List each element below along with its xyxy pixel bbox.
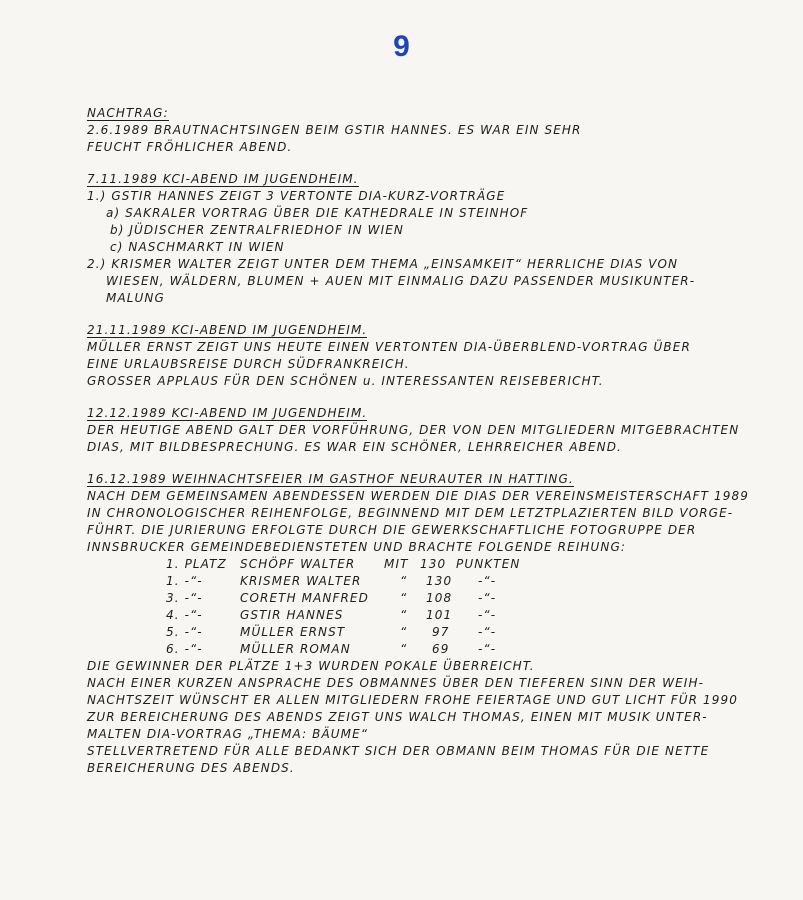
entry-3-line: DIAS, MIT BILDBESPRECHUNG. ES WAR EIN SCHÖNER, LEHRREICHER ABEND. <box>87 440 622 454</box>
entry-4-line: DIE GEWINNER DER PLÄTZE 1+3 WURDEN POKALE ÜBERREICHT. <box>87 659 535 673</box>
rank-name: MÜLLER ROMAN <box>240 642 351 656</box>
rank-mit: MIT <box>384 557 409 571</box>
entry-1-line: MALUNG <box>106 291 165 305</box>
rank-points: 69 <box>432 642 450 656</box>
rank-mit: “ <box>400 625 408 639</box>
entry-1-line: 2.) KRISMER WALTER ZEIGT UNTER DEM THEMA „EINSAMKEIT“ HERRLICHE DIAS VON <box>87 257 679 271</box>
entry-2-line: EINE URLAUBSREISE DURCH SÜDFRANKREICH. <box>87 357 410 371</box>
entry-1-line: WIESEN, WÄLDERN, BLUMEN + AUEN MIT EINMALIG DAZU PASSENDER MUSIKUNTER- <box>106 274 696 288</box>
entry-2-line: GROSSER APPLAUS FÜR DEN SCHÖNEN u. INTERESSANTEN REISEBERICHT. <box>87 374 604 388</box>
rank-unit: -“- <box>478 574 497 588</box>
entry-1-line: a) SAKRALER VORTRAG ÜBER DIE KATHEDRALE IN STEINHOF <box>106 206 529 220</box>
rank-name: SCHÖPF WALTER <box>240 557 356 571</box>
entry-4-line: STELLVERTRETEND FÜR ALLE BEDANKT SICH DER OBMANN BEIM THOMAS FÜR DIE NETTE <box>87 744 710 758</box>
nachtrag-line: 2.6.1989 BRAUTNACHTSINGEN BEIM GSTIR HANNES. ES WAR EIN SEHR <box>87 123 582 137</box>
page-number: 9 <box>393 30 410 63</box>
entry-1-heading: 7.11.1989 KCI-ABEND IM JUGENDHEIM. <box>87 172 359 186</box>
entry-4-line: MALTEN DIA-VORTRAG „THEMA: BÄUME“ <box>87 727 369 741</box>
rank-name: GSTIR HANNES <box>240 608 344 622</box>
entry-4-line: BEREICHERUNG DES ABENDS. <box>87 761 295 775</box>
rank-unit: -“- <box>478 625 497 639</box>
rank-unit: -“- <box>478 608 497 622</box>
rank-unit: -“- <box>478 642 497 656</box>
entry-4-heading: 16.12.1989 WEIHNACHTSFEIER IM GASTHOF NEURAUTER IN HATTING. <box>87 472 574 486</box>
entry-4-line: NACH DEM GEMEINSAMEN ABENDESSEN WERDEN DIE DIAS DER VEREINSMEISTERSCHAFT 1989 <box>87 489 749 503</box>
rank-mit: “ <box>400 608 408 622</box>
entry-2-heading: 21.11.1989 KCI-ABEND IM JUGENDHEIM. <box>87 323 368 337</box>
rank-mit: “ <box>400 642 408 656</box>
rank-place: 6. -“- <box>166 642 203 656</box>
rank-points: 97 <box>432 625 450 639</box>
rank-place: 4. -“- <box>166 608 203 622</box>
rank-points: 108 <box>426 591 453 605</box>
rank-place: 3. -“- <box>166 591 203 605</box>
rank-place: 1. PLATZ <box>166 557 227 571</box>
entry-3-line: DER HEUTIGE ABEND GALT DER VORFÜHRUNG, DER VON DEN MITGLIEDERN MITGEBRACHTEN <box>87 423 740 437</box>
entry-2-line: MÜLLER ERNST ZEIGT UNS HEUTE EINEN VERTONTEN DIA-ÜBERBLEND-VORTRAG ÜBER <box>87 340 691 354</box>
entry-4-line: NACHTSZEIT WÜNSCHT ER ALLEN MITGLIEDERN FROHE FEIERTAGE UND GUT LICHT FÜR 1990 <box>87 693 738 707</box>
rank-mit: “ <box>400 591 408 605</box>
nachtrag-line: FEUCHT FRÖHLICHER ABEND. <box>87 140 293 154</box>
entry-4-line: IN CHRONOLOGISCHER REIHENFOLGE, BEGINNEND MIT DEM LETZTPLAZIERTEN BILD VORGE- <box>87 506 734 520</box>
entry-1-line: 1.) GSTIR HANNES ZEIGT 3 VERTONTE DIA-KURZ-VORTRÄGE <box>87 189 506 203</box>
rank-name: KRISMER WALTER <box>240 574 362 588</box>
rank-name: MÜLLER ERNST <box>240 625 346 639</box>
rank-name: CORETH MANFRED <box>240 591 369 605</box>
rank-unit: PUNKTEN <box>456 557 521 571</box>
entry-1-line: c) NASCHMARKT IN WIEN <box>110 240 285 254</box>
rank-points: 130 <box>420 557 447 571</box>
rank-points: 130 <box>426 574 453 588</box>
entry-1-line: b) JÜDISCHER ZENTRALFRIEDHOF IN WIEN <box>110 223 404 237</box>
entry-3-heading: 12.12.1989 KCI-ABEND IM JUGENDHEIM. <box>87 406 368 420</box>
entry-4-line: INNSBRUCKER GEMEINDEBEDIENSTETEN UND BRACHTE FOLGENDE REIHUNG: <box>87 540 627 554</box>
rank-mit: “ <box>400 574 408 588</box>
rank-points: 101 <box>426 608 453 622</box>
rank-unit: -“- <box>478 591 497 605</box>
entry-4-line: FÜHRT. DIE JURIERUNG ERFOLGTE DURCH DIE GEWERKSCHAFTLICHE FOTOGRUPPE DER <box>87 523 697 537</box>
nachtrag-heading: NACHTRAG: <box>87 106 169 120</box>
rank-place: 5. -“- <box>166 625 203 639</box>
rank-place: 1. -“- <box>166 574 203 588</box>
entry-4-line: ZUR BEREICHERUNG DES ABENDS ZEIGT UNS WALCH THOMAS, EINEN MIT MUSIK UNTER- <box>87 710 708 724</box>
entry-4-line: NACH EINER KURZEN ANSPRACHE DES OBMANNES ÜBER DEN TIEFEREN SINN DER WEIH- <box>87 676 705 690</box>
